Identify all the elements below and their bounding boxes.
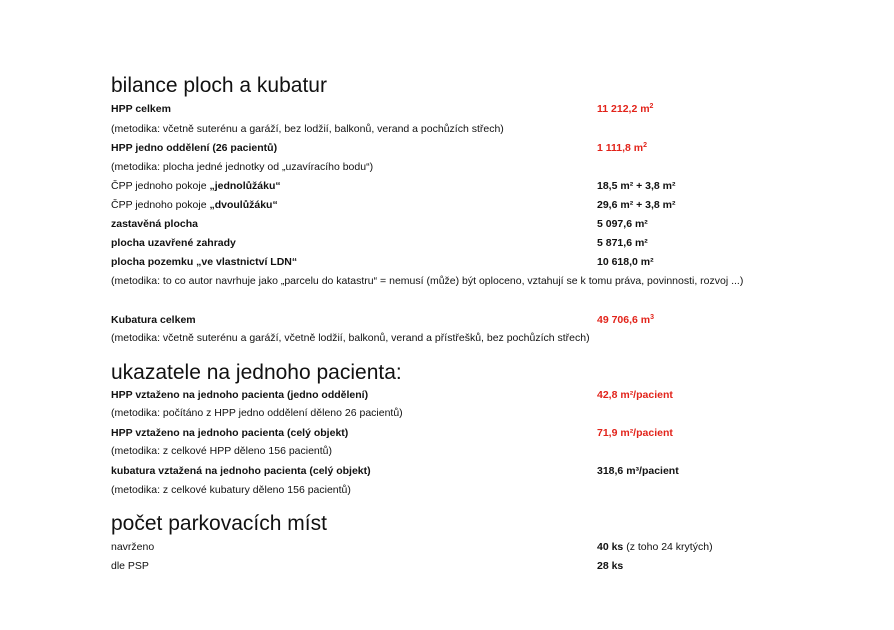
section-title-balance: bilance ploch a kubatur bbox=[111, 74, 327, 97]
section-title-parking: počet parkovacích míst bbox=[111, 512, 327, 535]
row-plot bbox=[111, 256, 811, 272]
methodology-note: (metodika: z celkové kubatury děleno 156 pacientů) bbox=[111, 484, 351, 496]
row-hpp-per-patient-ward bbox=[111, 389, 811, 405]
value: 42,8 m²/pacient bbox=[597, 389, 673, 401]
label: plocha uzavřené zahrady bbox=[111, 237, 236, 249]
row-built-area bbox=[111, 218, 811, 234]
methodology-note: (metodika: včetně suterénu a garáží, včetně lodžií, balkonů, verand a přístřešků, bez pochůzích střech) bbox=[111, 332, 590, 344]
row-garden bbox=[111, 237, 811, 253]
row-volume-per-patient bbox=[111, 465, 811, 481]
row-hpp-per-patient-object bbox=[111, 427, 811, 443]
value: 5 097,6 m² bbox=[597, 218, 648, 230]
value: 318,6 m³/pacient bbox=[597, 465, 679, 477]
row-parking-psp bbox=[111, 560, 811, 576]
value: 49 706,6 $m^3$ bbox=[597, 314, 655, 326]
label: plocha pozemku „ve vlastnictví LDN“ bbox=[111, 256, 298, 268]
value: 40 ks (z toho 24 krytých) bbox=[597, 541, 713, 553]
value: 1 111,8 $m^2$ bbox=[597, 142, 648, 154]
value: 5 871,6 m² bbox=[597, 237, 648, 249]
row-hpp-ward bbox=[111, 142, 811, 158]
label: ČPP jednoho pokoje „jednolůžáku“ bbox=[111, 180, 281, 192]
value: 28 ks bbox=[597, 560, 624, 572]
value: 29,6 m² + 3,8 m² bbox=[597, 199, 676, 211]
row-cpp-single bbox=[111, 180, 811, 196]
methodology-note: (metodika: počítáno z HPP jedno oddělení děleno 26 pacientů) bbox=[111, 407, 403, 419]
section-title-per-patient: ukazatele na jednoho pacienta: bbox=[111, 361, 402, 384]
methodology-note: (metodika: včetně suterénu a garáží, bez lodžií, balkonů, verand a pochůzích střech) bbox=[111, 123, 504, 135]
label: HPP celkem bbox=[111, 103, 171, 115]
value: 11 212,2 $m^2$ bbox=[597, 103, 654, 115]
label: dle PSP bbox=[111, 560, 149, 572]
methodology-note: (metodika: z celkové HPP děleno 156 pacientů) bbox=[111, 445, 333, 457]
row-volume-total bbox=[111, 314, 811, 330]
value: 18,5 m² + 3,8 m² bbox=[597, 180, 676, 192]
label: HPP vztaženo na jednoho pacienta (jedno oddělení) bbox=[111, 389, 369, 401]
label: zastavěná plocha bbox=[111, 218, 198, 230]
label: Kubatura celkem bbox=[111, 314, 196, 326]
row-parking-proposed bbox=[111, 541, 811, 557]
value: 71,9 m²/pacient bbox=[597, 427, 673, 439]
label: HPP jedno oddělení (26 pacientů) bbox=[111, 142, 278, 154]
value: 10 618,0 m² bbox=[597, 256, 654, 268]
row-hpp-total bbox=[111, 103, 811, 119]
row-cpp-double bbox=[111, 199, 811, 215]
label: kubatura vztažená na jednoho pacienta (celý objekt) bbox=[111, 465, 371, 477]
methodology-note: (metodika: plocha jedné jednotky od „uzavíracího bodu“) bbox=[111, 161, 374, 173]
methodology-note: (metodika: to co autor navrhuje jako „parcelu do katastru“ = nemusí (může) být oploceno, vztahují se k tomu práva, povinnosti, rozvoj ...) bbox=[111, 275, 744, 287]
label: navrženo bbox=[111, 541, 155, 553]
label: HPP vztaženo na jednoho pacienta (celý objekt) bbox=[111, 427, 349, 439]
label: ČPP jednoho pokoje „dvoulůžáku“ bbox=[111, 199, 278, 211]
